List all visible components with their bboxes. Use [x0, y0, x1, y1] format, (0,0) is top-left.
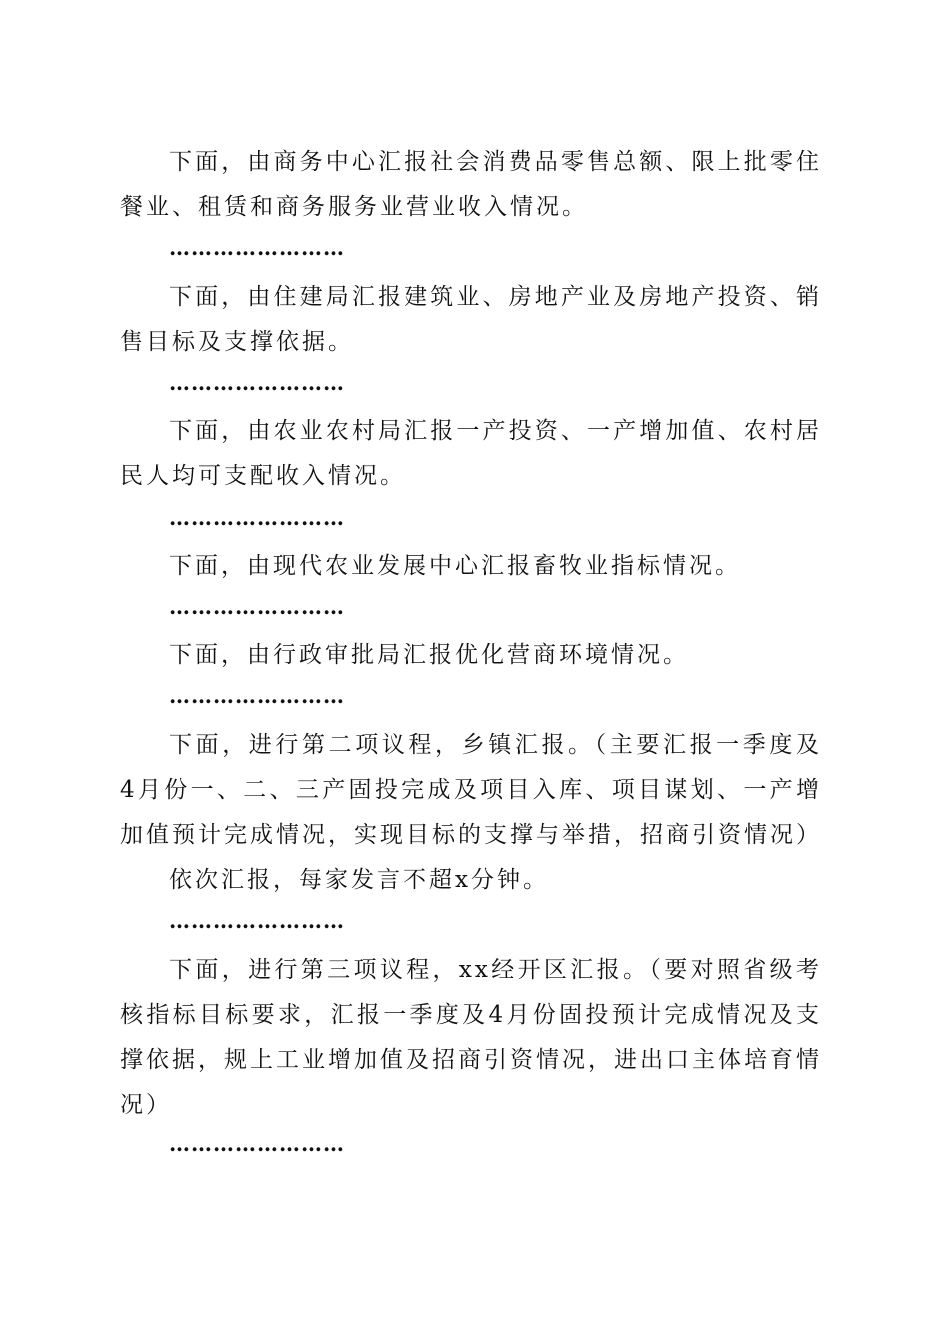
paragraph-agriculture-bureau: 下面，由农业农村局汇报一产投资、一产增加值、农村居民人均可支配收入情况。	[120, 418, 822, 489]
ellipsis-separator: ……………………	[169, 235, 345, 260]
paragraph-third-agenda-development-zone: 下面，进行第三项议程，xx经开区汇报。（要对照省级考核指标目标要求，汇报一季度及4月份固投预计完成情况及支撑依据，规上工业增加值及招商引资情况，进出口主体培育情况）	[120, 957, 822, 1118]
ellipsis-separator: ……………………	[169, 908, 345, 933]
ellipsis-separator: ……………………	[169, 594, 345, 619]
ellipsis-separator: ……………………	[169, 683, 345, 708]
paragraph-housing-bureau: 下面，由住建局汇报建筑业、房地产业及房地产投资、销售目标及支撑依据。	[120, 284, 822, 355]
paragraph-second-agenda-township: 下面，进行第二项议程，乡镇汇报。（主要汇报一季度及4月份一、二、三产固投完成及项目入库、项目谋划、一产增加值预计完成情况，实现目标的支撑与举措，招商引资情况）	[120, 732, 822, 848]
ellipsis-separator: ……………………	[169, 1131, 345, 1156]
paragraph-commerce-center: 下面，由商务中心汇报社会消费品零售总额、限上批零住餐业、租赁和商务服务业营业收入情况。	[120, 149, 822, 220]
paragraph-admin-approval-bureau: 下面，由行政审批局汇报优化营商环境情况。	[169, 642, 689, 668]
paragraph-speaking-limit: 依次汇报，每家发言不超x分钟。	[169, 867, 549, 893]
ellipsis-separator: ……………………	[169, 505, 345, 530]
paragraph-modern-agriculture-center: 下面，由现代农业发展中心汇报畜牧业指标情况。	[169, 553, 741, 579]
ellipsis-separator: ……………………	[169, 370, 345, 395]
